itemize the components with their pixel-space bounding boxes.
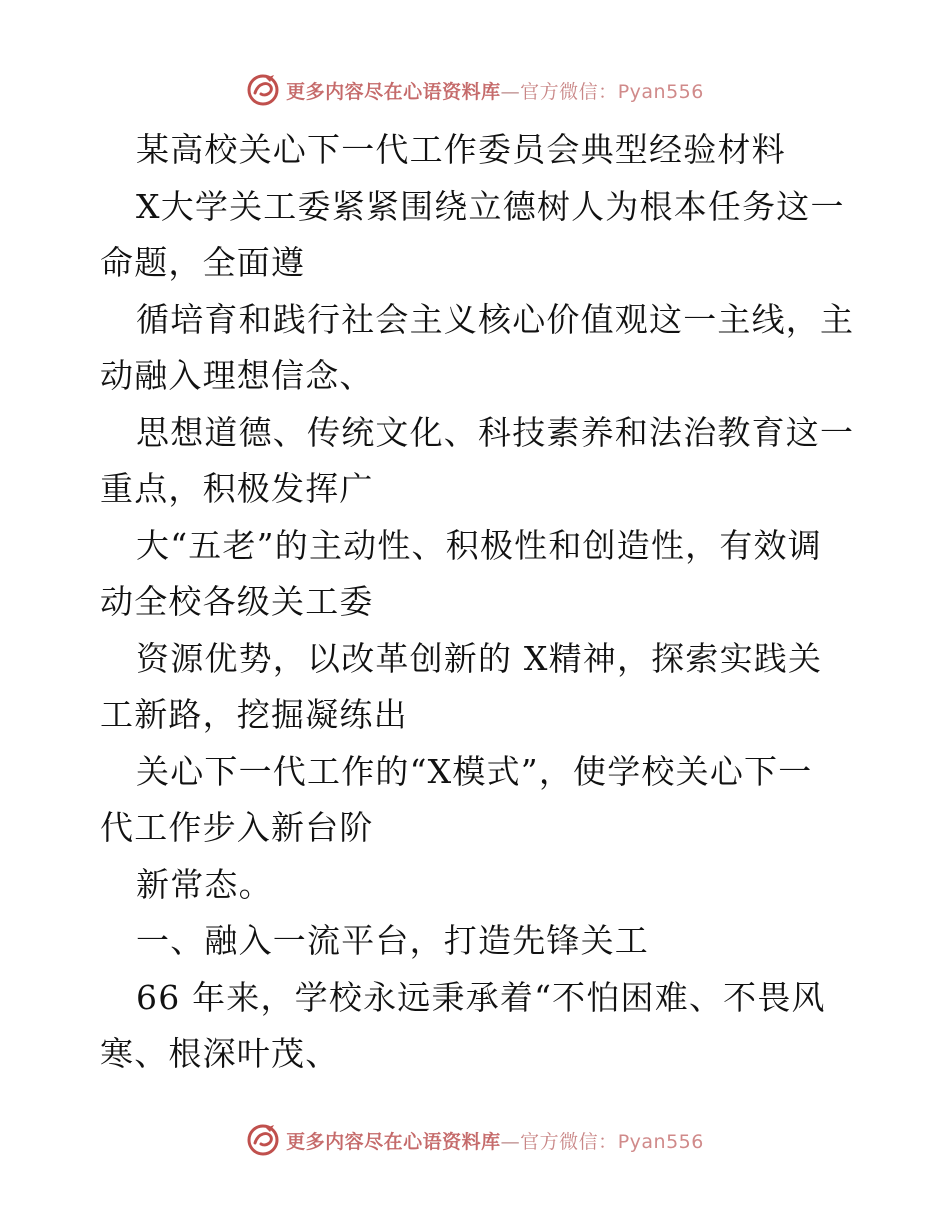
text-line: 关心下一代工作的“X模式”，使学校关心下一 — [136, 751, 813, 791]
document-title: 某高校关心下一代工作委员会典型经验材料 — [136, 130, 786, 169]
text-line: 大“五老”的主动性、积极性和创造性，有效调 — [136, 525, 822, 565]
text-line: 寒、根深叶茂、 — [100, 1034, 340, 1073]
document-body — [100, 122, 860, 1083]
text-line: 思想道德、传统文化、科技素养和法治教育这一 — [136, 412, 855, 452]
text-line: 命题，全面遵 — [100, 243, 306, 282]
text-line: 代工作步入新台阶 — [100, 808, 374, 847]
text-line: 资源优势，以改革创新的 X精神，探索实践关 — [136, 638, 823, 678]
header-watermark — [0, 70, 950, 110]
watermark-separator: — — [500, 1130, 521, 1153]
text-line: 工新路，挖掘凝练出 — [100, 695, 408, 734]
watermark-main: 更多内容尽在心语资料库 — [286, 1130, 501, 1153]
red-swirl-logo-icon — [246, 73, 280, 107]
watermark-account: Pyan556 — [617, 1130, 704, 1153]
text-line: 动全校各级关工委 — [100, 582, 374, 621]
section-heading: 一、融入一流平台，打造先锋关工 — [136, 921, 649, 960]
text-line: 动融入理想信念、 — [100, 356, 374, 395]
watermark-text — [286, 1127, 704, 1154]
text-line: X大学关工委紧紧围绕立德树人为根本任务这一 — [136, 186, 845, 226]
watermark-sub: 官方微信： — [520, 80, 618, 103]
text-line: 66 年来，学校永远秉承着“不怕困难、不畏风 — [136, 977, 826, 1017]
red-swirl-logo-icon — [246, 1123, 280, 1157]
watermark-sub: 官方微信： — [520, 1130, 618, 1153]
text-line: 循培育和践行社会主义核心价值观这一主线，主 — [136, 299, 855, 339]
watermark-separator: — — [500, 80, 521, 103]
text-line: 新常态。 — [136, 864, 273, 904]
watermark-account: Pyan556 — [617, 80, 704, 103]
footer-watermark — [0, 1120, 950, 1160]
watermark-main: 更多内容尽在心语资料库 — [286, 80, 501, 103]
text-line: 重点，积极发挥广 — [100, 469, 374, 508]
watermark-text — [286, 77, 704, 104]
